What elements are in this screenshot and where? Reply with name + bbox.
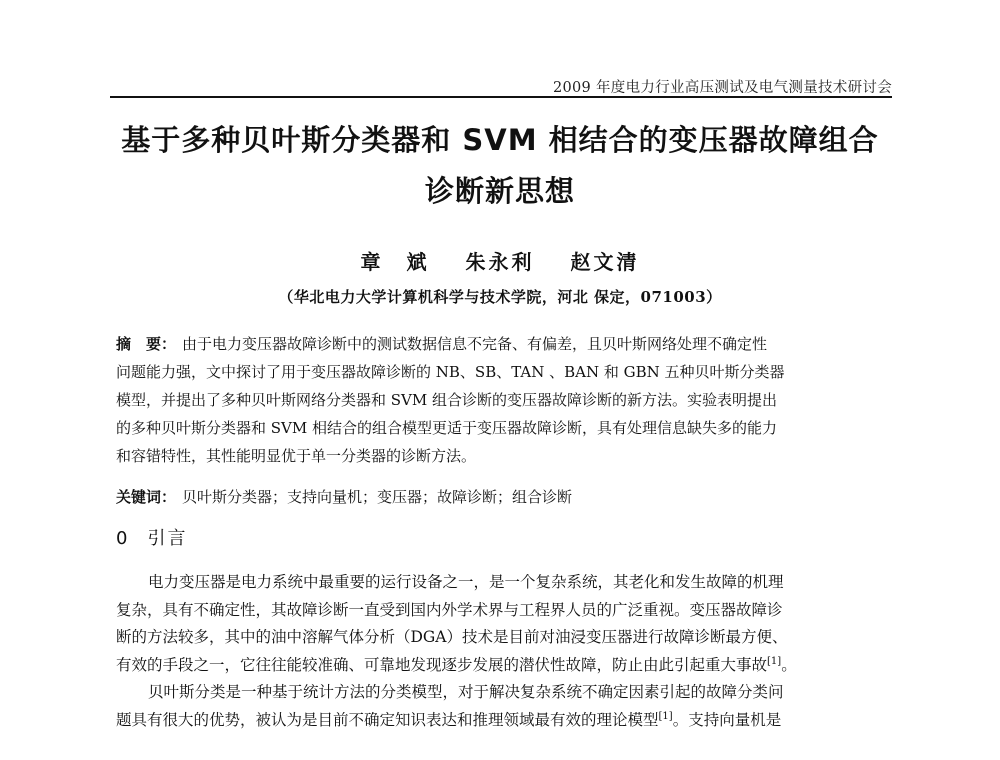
- body-line: [116, 707, 892, 735]
- body-line: 断的方法较多，其中的油中溶解气体分析（DGA）技术是目前对油浸变压器进行故障诊断最方便、: [116, 628, 788, 646]
- body-text: [116, 569, 892, 734]
- author-name: 朱永利: [465, 250, 535, 274]
- abstract-line: 模型，并提出了多种贝叶斯网络分类器和 SVM 组合诊断的变压器故障诊断的新方法。实验表明提出: [116, 391, 778, 409]
- section-heading: [116, 524, 187, 550]
- abstract-label: 摘 要：: [116, 335, 177, 353]
- paper-title-line-1: 基于多种贝叶斯分类器和 SVM 相结合的变压器故障组合: [121, 123, 879, 157]
- body-text-segment: 。支持向量机是: [672, 710, 782, 729]
- author-name: 赵文清: [570, 250, 640, 274]
- body-line: 电力变压器是电力系统中最重要的运行设备之一，是一个复杂系统，其老化和发生故障的机理: [148, 573, 784, 591]
- keywords: [116, 483, 892, 511]
- citation-ref: [1]: [658, 710, 673, 722]
- abstract: [116, 330, 892, 470]
- section-title: 引言: [147, 528, 188, 549]
- body-line: 复杂，具有不确定性，其故障诊断一直受到国内外学术界与工程界人员的广泛重视。变压器故障诊: [116, 600, 783, 619]
- abstract-line: [116, 330, 892, 358]
- abstract-text: 由于电力变压器故障诊断中的测试数据信息不完备、有偏差，且贝叶斯网络处理不确定性: [182, 335, 768, 353]
- abstract-line: 和容错特性，其性能明显优于单一分类器的诊断方法。: [116, 447, 477, 465]
- authors: [100, 246, 900, 275]
- affiliation: （华北电力大学计算机科学与技术学院，河北 保定，071003）: [278, 288, 722, 306]
- author-name: 章 斌: [360, 250, 430, 274]
- section-number: 0: [116, 528, 130, 549]
- citation-ref: [1]: [767, 655, 782, 667]
- paper-title-line-2: 诊断新思想: [424, 174, 575, 208]
- abstract-line: 的多种贝叶斯分类器和 SVM 相结合的组合模型更适于变压器故障诊断，具有处理信息缺失多的能力: [116, 419, 778, 437]
- header-rule: [110, 96, 892, 98]
- keywords-text: 贝叶斯分类器；支持向量机；变压器；故障诊断；组合诊断: [182, 488, 573, 506]
- abstract-line: 问题能力强，文中探讨了用于变压器故障诊断的 NB、SB、TAN 、BAN 和 GBN 五种贝叶斯分类器: [116, 363, 785, 381]
- body-text-segment: 题具有很大的优势，被认为是目前不确定知识表达和推理领域最有效的理论模型: [116, 710, 659, 729]
- body-line: [116, 652, 892, 680]
- keywords-label: 关键词：: [116, 488, 177, 506]
- body-text-segment: 有效的手段之一，它往往能较准确、可靠地发现逐步发展的潜伏性故障，防止由此引起重大事故: [116, 655, 768, 674]
- body-line: 贝叶斯分类是一种基于统计方法的分类模型，对于解决复杂系统不确定因素引起的故障分类问: [148, 683, 784, 701]
- body-text-segment: 。: [781, 655, 797, 674]
- conference-header: 2009 年度电力行业高压测试及电气测量技术研讨会: [552, 80, 892, 96]
